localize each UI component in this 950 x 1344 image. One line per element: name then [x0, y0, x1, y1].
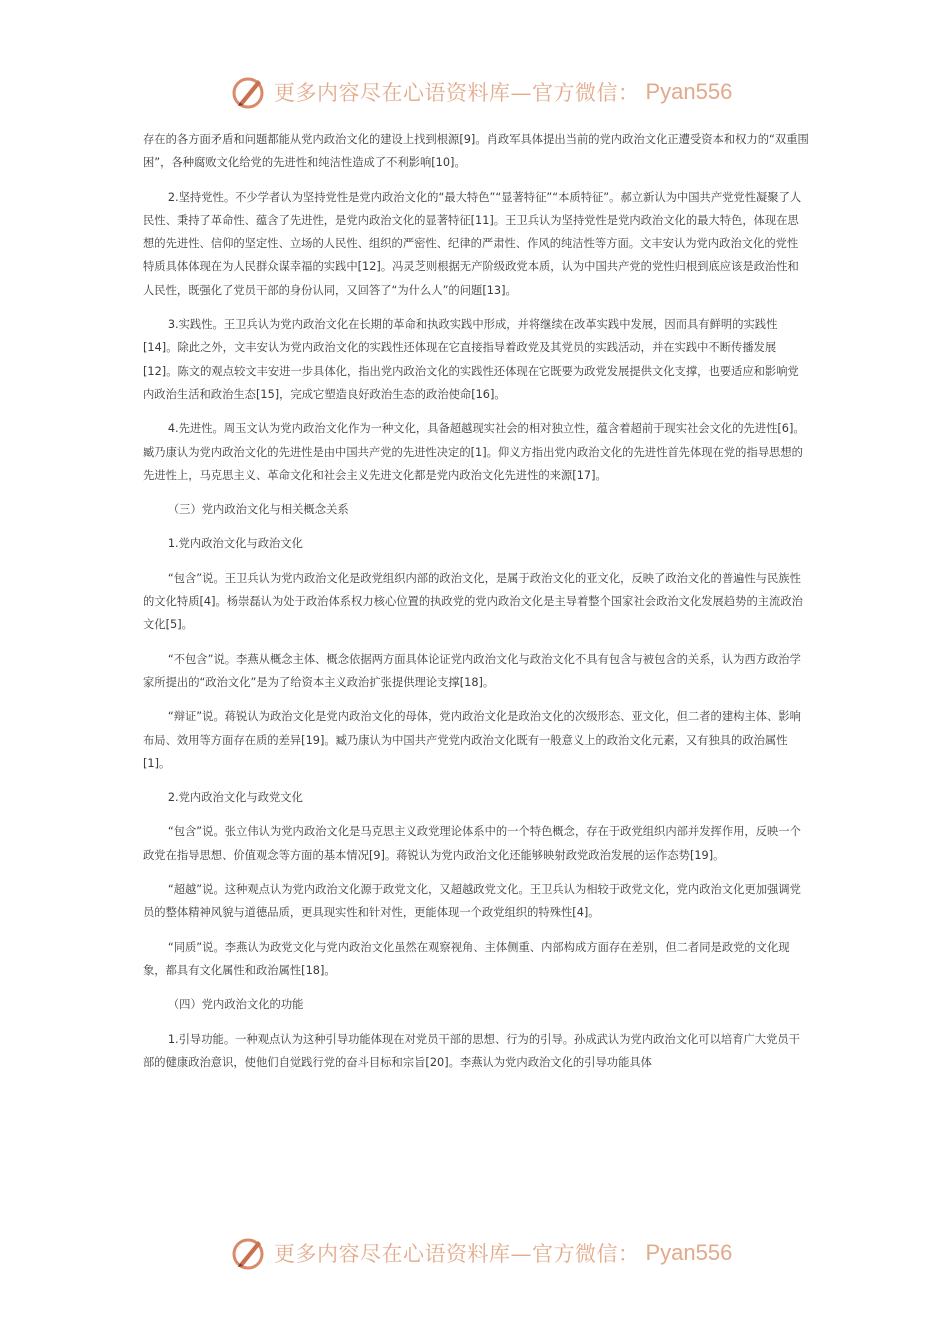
footer-banner-text: 更多内容尽在心语资料库—官方微信： — [274, 1242, 640, 1266]
paragraph: “包含”说。张立伟认为党内政治文化是马克思主义政党理论体系中的一个特色概念，存在于政党组织内部并发挥作用，反映一个政党在指导思想、价值观念等方面的基本情况[9]。蒋锐认为党内政治文化还能够映射政党政治发展的运作态势[19]。 — [143, 825, 801, 862]
paragraph: 1.引导功能。一种观点认为这种引导功能体现在对党员干部的思想、行为的引导。孙成武认为党内政治文化可以培育广大党员干部的健康政治意识，使他们自觉践行党的奋斗目标和宗旨[20]。李燕认为党内政治文化的引导功能具体 — [143, 1032, 800, 1069]
paragraph: “超越”说。这种观点认为党内政治文化源于政党文化，又超越政党文化。王卫兵认为相较于政党文化，党内政治文化更加强调党员的整体精神风貌与道德品质，更具现实性和针对性，更能体现一个政党组织的特殊性[4]。 — [143, 883, 801, 920]
paragraph: 存在的各方面矛盾和问题都能从党内政治文化的建设上找到根源[9]。肖政军具体提出当前的党内政治文化正遭受资本和权力的“双重围困”，各种腐败文化给党的先进性和纯洁性造成了不利影响[10]。 — [143, 133, 809, 170]
paragraph: “不包含”说。李燕从概念主体、概念依据两方面具体论证党内政治文化与政治文化不具有包含与被包含的关系，认为西方政治学家所提出的“政治文化”是为了给资本主义政治扩张提供理论支撑[18]。 — [143, 652, 801, 689]
document-body — [143, 128, 809, 1085]
paragraph: 3.实践性。王卫兵认为党内政治文化在长期的革命和执政实践中形成，并将继续在改革实践中发展，因而具有鲜明的实践性[14]。除此之外，文丰安认为党内政治文化的实践性还体现在它直接指导着政党及其党员的实践活动，并在实践中不断传播发展[12]。陈文的观点较文丰安进一步具体化，指出党内政治文化的实践性还体现在它既要为政党发展提供文化支撑，也要适应和影响党内政治生活和政治生态[15]，完成它塑造良好政治生态的政治使命[16]。 — [143, 318, 799, 401]
subsection-heading: 2.党内政治文化与政党文化 — [167, 791, 303, 805]
subsection-heading: 1.党内政治文化与政治文化 — [167, 537, 303, 551]
paragraph: 2.坚持党性。不少学者认为坚持党性是党内政治文化的“最大特色”“显著特征”“本质特征”。郝立新认为中国共产党党性凝聚了人民性、秉持了革命性、蕴含了先进性，是党内政治文化的显著特征[11]。王卫兵认为坚持党性是党内政治文化的最大特色，体现在思想的先进性、信仰的坚定性、立场的人民性、组织的严密性、纪律的严肃性、作风的纯洁性等方面。文丰安认为党内政治文化的党性特质具体体现在为人民群众谋幸福的实践中[12]。冯灵芝则根据无产阶级政党本质，认为中国共产党的党性归根到底应该是政治性和人民性，既强化了党员干部的身份认同，又回答了“为什么人”的问题[13]。 — [143, 190, 802, 297]
section-heading: （四）党内政治文化的功能 — [167, 998, 304, 1012]
footer-banner-id: Pyan556 — [645, 1240, 733, 1265]
pen-logo-icon — [228, 72, 268, 112]
footer-banner — [228, 1233, 732, 1273]
header-banner-id: Pyan556 — [645, 79, 733, 104]
pen-logo-icon — [228, 1233, 268, 1273]
paragraph: “包含”说。王卫兵认为党内政治文化是政党组织内部的政治文化，是属于政治文化的亚文化，反映了政治文化的普遍性与民族性的文化特质[4]。杨崇磊认为处于政治体系权力核心位置的执政党的党内政治文化是主导着整个国家社会政治文化发展趋势的主流政治文化[5]。 — [143, 571, 803, 632]
section-heading: （三）党内政治文化与相关概念关系 — [167, 503, 349, 517]
header-banner-text: 更多内容尽在心语资料库—官方微信： — [274, 81, 640, 105]
paragraph: “辩证”说。蒋锐认为政治文化是党内政治文化的母体，党内政治文化是政治文化的次级形态、亚文化，但二者的建构主体、影响布局、效用等方面存在质的差异[19]。臧乃康认为中国共产党党内政治文化既有一般意义上的政治文化元素，又有独具的政治属性[1]。 — [143, 710, 801, 770]
paragraph: “同质”说。李燕认为政党文化与党内政治文化虽然在观察视角、主体侧重、内部构成方面存在差别，但二者同是政党的文化现象，都具有文化属性和政治属性[18]。 — [143, 940, 790, 977]
paragraph: 4.先进性。周玉文认为党内政治文化作为一种文化，具备超越现实社会的相对独立性，蕴含着超前于现实社会文化的先进性[6]。臧乃康认为党内政治文化的先进性是由中国共产党的先进性决定的[1]。仰义方指出党内政治文化的先进性首先体现在党的指导思想的先进性上，马克思主义、革命文化和社会主义先进文化都是党内政治文化先进性的来源[17]。 — [143, 422, 805, 482]
header-banner — [228, 72, 732, 112]
